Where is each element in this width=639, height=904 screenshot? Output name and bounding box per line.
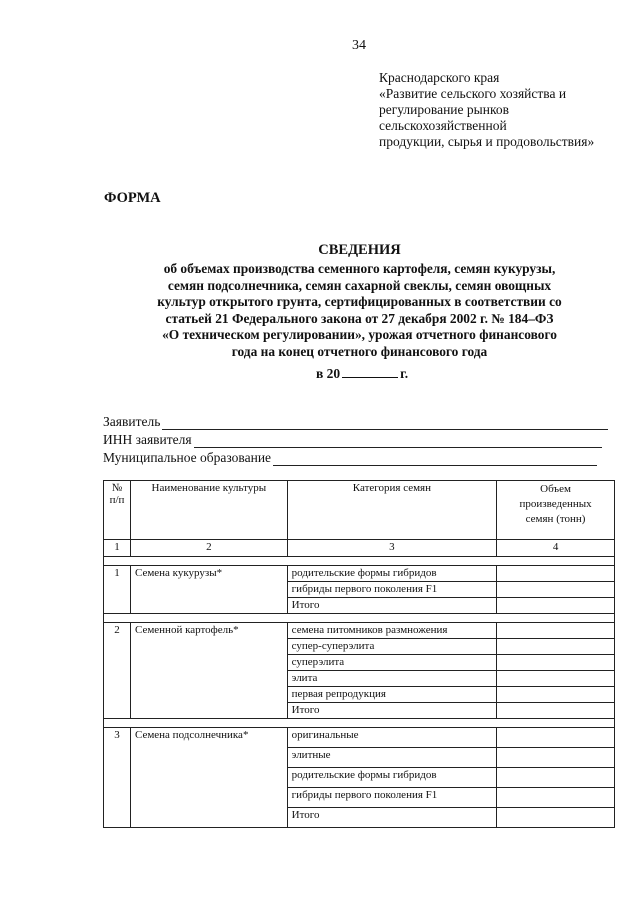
column-number-row — [104, 540, 615, 557]
category-cell: Итого — [287, 598, 496, 614]
volume-cell[interactable] — [497, 655, 615, 671]
volume-cell[interactable] — [497, 671, 615, 687]
volume-cell[interactable] — [497, 728, 615, 748]
page-number: 34 — [352, 38, 366, 53]
category-cell: Итого — [287, 808, 496, 828]
header-line: регулирование рынков — [379, 102, 509, 117]
subtitle-line: статьей 21 Федерального закона от 27 декабря 2002 г. № 184–ФЗ — [165, 310, 554, 326]
spacer-row — [104, 614, 615, 623]
volume-cell[interactable] — [497, 768, 615, 788]
header-line: «Развитие сельского хозяйства и — [379, 86, 567, 101]
group-name: Семена кукурузы* — [130, 566, 287, 614]
year-suffix: г. — [400, 366, 409, 381]
col-number: 3 — [287, 540, 496, 557]
category-cell: элитные — [287, 748, 496, 768]
header-volume-line: произведенных — [519, 498, 592, 510]
spacer-row — [104, 557, 615, 566]
category-cell: суперэлита — [287, 655, 496, 671]
volume-cell[interactable] — [497, 598, 615, 614]
table-row — [104, 566, 615, 582]
year-line — [316, 365, 408, 382]
subtitle-line: «О техническом регулировании», урожая отчетного финансового — [162, 327, 557, 342]
volume-cell[interactable] — [497, 703, 615, 719]
header-line: сельскохозяйственной — [379, 118, 507, 133]
category-cell: гибриды первого поколения F1 — [287, 582, 496, 598]
category-cell: элита — [287, 671, 496, 687]
group-name: Семена подсолнечника* — [130, 728, 287, 828]
volume-cell[interactable] — [497, 582, 615, 598]
category-cell: оригинальные — [287, 728, 496, 748]
subtitle-line: культур открытого грунта, сертифицированных в соответствии со — [157, 294, 562, 309]
category-cell: Итого — [287, 703, 496, 719]
group-number: 3 — [104, 728, 131, 828]
group-number: 2 — [104, 623, 131, 719]
header-volume — [497, 481, 615, 540]
volume-cell[interactable] — [497, 566, 615, 582]
category-cell: первая репродукция — [287, 687, 496, 703]
document-title: СВЕДЕНИЯ — [318, 242, 401, 258]
volume-cell[interactable] — [497, 748, 615, 768]
header-volume-line: семян (тонн) — [525, 513, 586, 525]
category-cell: родительские формы гибридов — [287, 768, 496, 788]
header-num: № п/п — [104, 481, 131, 540]
subtitle-line: семян подсолнечника, семян сахарной свеклы, семян овощных — [167, 277, 552, 293]
col-number: 1 — [104, 540, 131, 557]
category-cell: супер-суперэлита — [287, 639, 496, 655]
municipality-label: Муниципальное образование — [103, 450, 272, 465]
inn-row — [103, 432, 602, 448]
spacer-row — [104, 719, 615, 728]
group-number: 1 — [104, 566, 131, 614]
table-row — [104, 623, 615, 639]
year-prefix: в 20 — [316, 366, 341, 381]
header-category: Категория семян — [287, 481, 496, 540]
volume-cell[interactable] — [497, 788, 615, 808]
inn-label: ИНН заявителя — [103, 432, 192, 447]
category-cell: родительские формы гибридов — [287, 566, 496, 582]
header-line: продукции, сырья и продовольствия» — [379, 134, 595, 149]
category-cell: гибриды первого поколения F1 — [287, 788, 496, 808]
applicant-row — [103, 414, 608, 430]
year-blank-field[interactable] — [342, 365, 398, 378]
subtitle-line: об объемах производства семенного картофеля, семян кукурузы, — [163, 261, 556, 276]
volume-cell[interactable] — [497, 639, 615, 655]
col-number: 4 — [497, 540, 615, 557]
applicant-label: Заявитель — [103, 414, 161, 429]
volume-cell[interactable] — [497, 687, 615, 703]
volume-cell[interactable] — [497, 808, 615, 828]
header-volume-line: Объем — [540, 483, 571, 495]
table-header-row — [104, 481, 615, 540]
data-table — [103, 480, 615, 828]
volume-cell[interactable] — [497, 623, 615, 639]
applicant-field[interactable] — [162, 416, 608, 430]
document-subtitle — [0, 261, 639, 360]
form-label: ФОРМА — [104, 190, 161, 206]
col-number: 2 — [130, 540, 287, 557]
header-line: Краснодарского края — [379, 70, 500, 85]
header-block — [379, 70, 594, 150]
subtitle-line: года на конец отчетного финансового года — [231, 343, 488, 359]
header-name: Наименование культуры — [130, 481, 287, 540]
table-row — [104, 728, 615, 748]
group-name: Семенной картофель* — [130, 623, 287, 719]
municipality-row — [103, 450, 597, 466]
inn-field[interactable] — [194, 434, 602, 448]
municipality-field[interactable] — [273, 452, 597, 466]
category-cell: семена питомников размножения — [287, 623, 496, 639]
